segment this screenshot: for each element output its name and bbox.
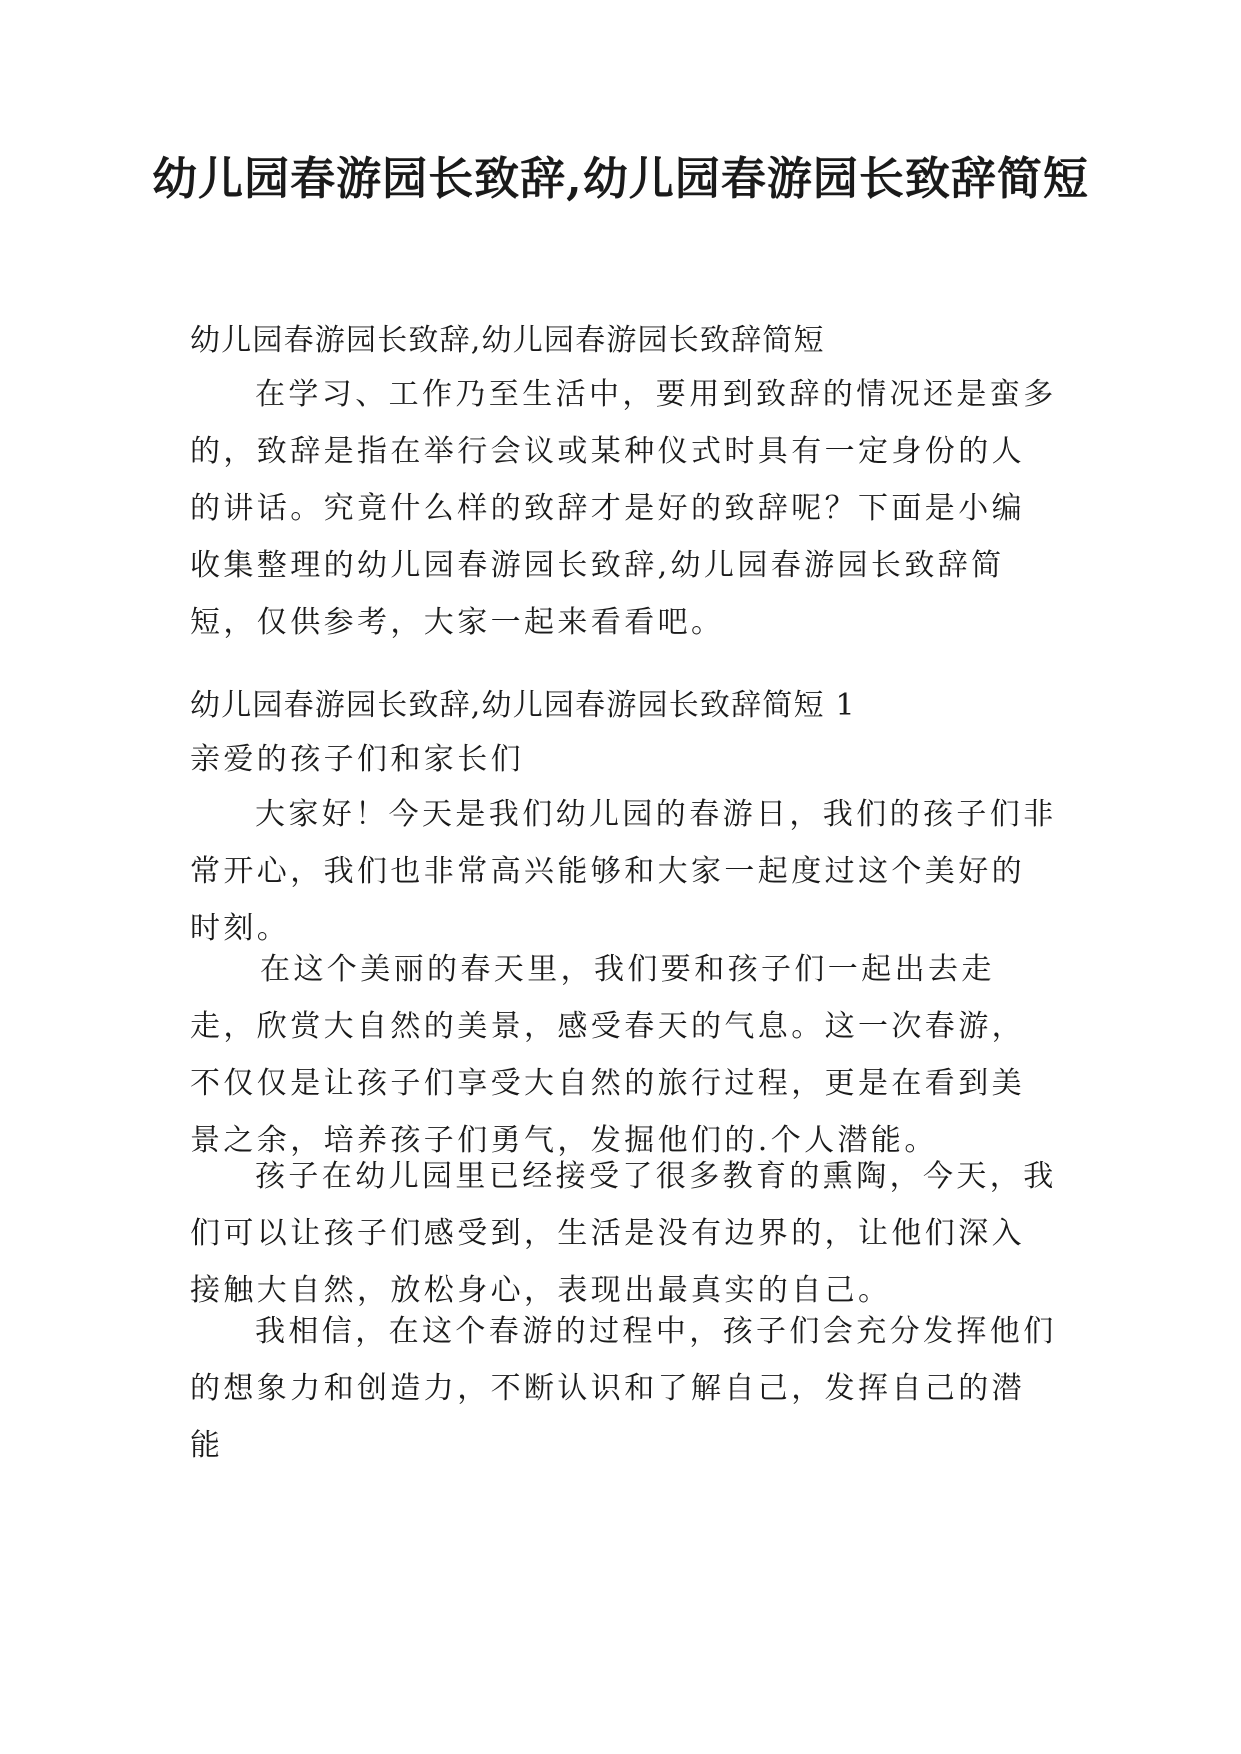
body-paragraph: 大家好！今天是我们幼儿园的春游日，我们的孩子们非常开心，我们也非常高兴能够和大家一起度过这个美好的时刻。 [190,797,1057,946]
document-title: 幼儿园春游园长致辞,幼儿园春游园长致辞简短 [152,152,1089,205]
body-paragraph: 在这个美丽的春天里，我们要和孩子们一起出去走走，欣赏大自然的美景，感受春天的气息。这一次春游，不仅仅是让孩子们享受大自然的旅行过程，更是在看到美景之余，培养孩子们勇气，发掘他们的.个人潜能。 [190,952,1025,1158]
document-subtitle: 幼儿园春游园长致辞,幼儿园春游园长致辞简短 [190,323,825,358]
section-heading: 幼儿园春游园长致辞,幼儿园春游园长致辞简短 1 [190,688,856,723]
intro-paragraph: 在学习、工作乃至生活中，要用到致辞的情况还是蛮多的，致辞是指在举行会议或某种仪式时具有一定身份的人的讲话。究竟什么样的致辞才是好的致辞呢？下面是小编收集整理的幼儿园春游园长致辞,幼儿园春游园长致辞简短，仅供参考，大家一起来看看吧。 [190,377,1057,640]
body-paragraph: 孩子在幼儿园里已经接受了很多教育的熏陶，今天，我们可以让孩子们感受到，生活是没有边界的，让他们深入接触大自然，放松身心，表现出最真实的自己。 [190,1159,1057,1308]
body-paragraph: 我相信，在这个春游的过程中，孩子们会充分发挥他们的想象力和创造力，不断认识和了解自己，发挥自己的潜能 [190,1314,1057,1463]
salutation: 亲爱的孩子们和家长们 [190,742,524,777]
